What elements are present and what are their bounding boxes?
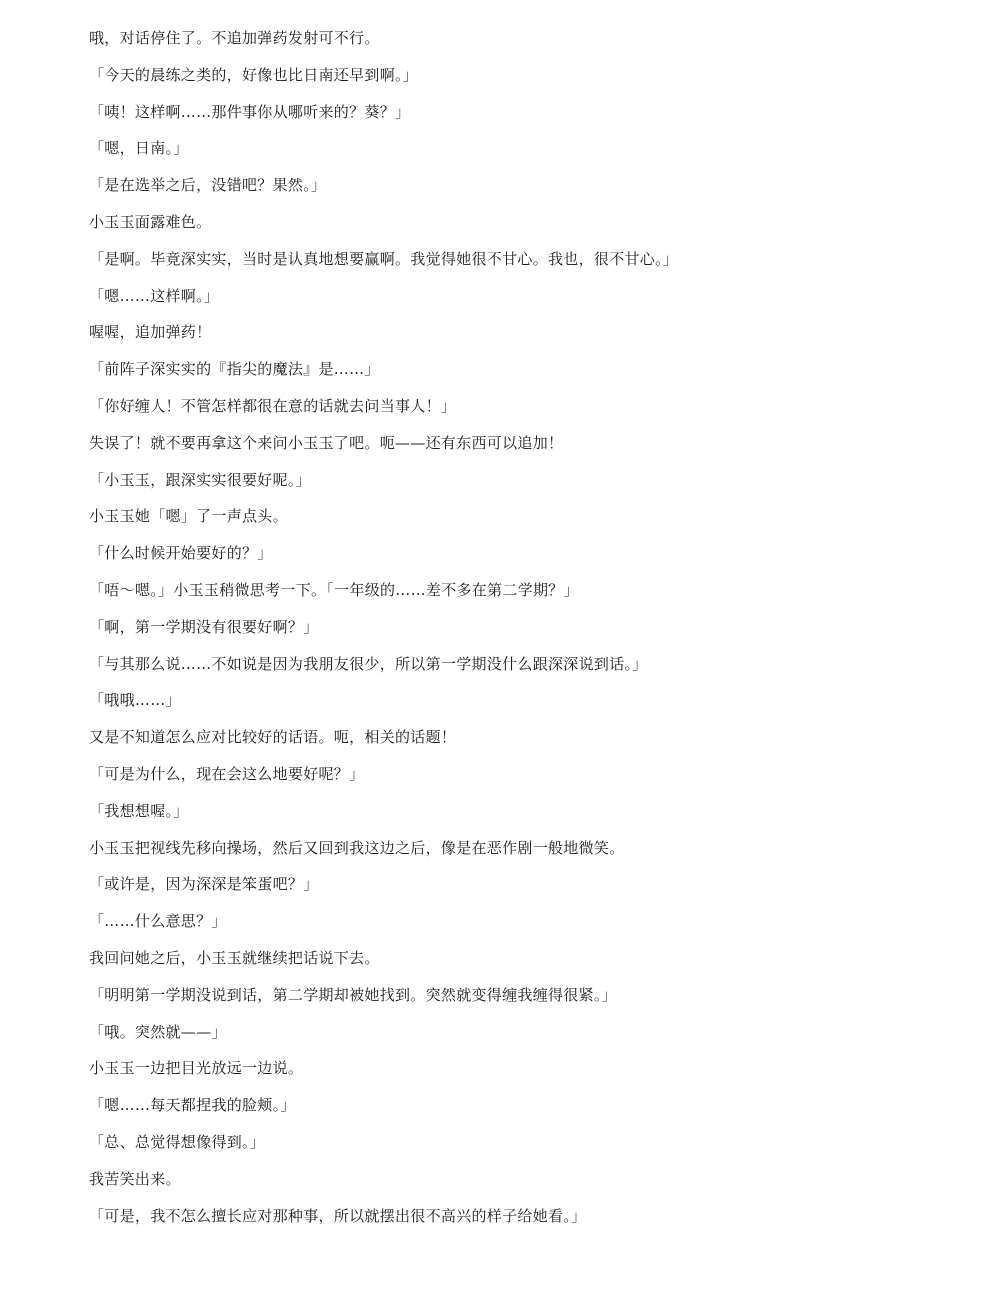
- paragraph: 「今天的晨练之类的，好像也比日南还早到啊。」: [89, 65, 419, 84]
- paragraph: 我回问她之后，小玉玉就继续把话说下去。: [89, 948, 380, 967]
- paragraph: 哦，对话停住了。不追加弹药发射可不行。: [89, 29, 380, 47]
- paragraph: 「是在选举之后，没错吧？果然。」: [89, 176, 327, 195]
- paragraph: 「咦！这样啊……那件事你从哪听来的？葵？」: [89, 102, 411, 121]
- paragraph: 「可是为什么，现在会这么地要好呢？」: [89, 764, 365, 783]
- paragraph: 小玉玉一边把目光放远一边说。: [89, 1059, 304, 1078]
- paragraph: 「或许是，因为深深是笨蛋吧？」: [89, 875, 319, 894]
- paragraph: 「可是，我不怎么擅长应对那种事，所以就摆出很不高兴的样子给她看。」: [89, 1206, 587, 1225]
- paragraph: 「与其那么说……不如说是因为我朋友很少，所以第一学期没什么跟深深说到话。」: [89, 654, 648, 673]
- paragraph: 「我想想喔。」: [89, 801, 189, 820]
- paragraph: 小玉玉她「嗯」了一声点头。: [89, 507, 288, 526]
- paragraph: 失误了！就不要再拿这个来问小玉玉了吧。呃——还有东西可以追加！: [89, 433, 564, 452]
- paragraph: 「嗯……每天都捏我的脸颊。」: [89, 1096, 296, 1115]
- paragraph: 小玉玉面露难色。: [89, 212, 212, 231]
- paragraph: 「……什么意思？」: [89, 912, 227, 931]
- paragraph: 又是不知道怎么应对比较好的话语。呃，相关的话题！: [89, 728, 457, 747]
- paragraph: 「嗯……这样啊。」: [89, 286, 220, 305]
- paragraph: 「明明第一学期没说到话，第二学期却被她找到。突然就变得缠我缠得很紧。」: [89, 985, 618, 1004]
- paragraph: 「啊，第一学期没有很要好啊？」: [89, 617, 319, 636]
- paragraph: 「你好缠人！不管怎样都很在意的话就去问当事人！」: [89, 396, 457, 415]
- paragraph: 「唔～嗯。」小玉玉稍微思考一下。「一年级的……差不多在第二学期？」: [89, 580, 579, 599]
- paragraph: 「是啊。毕竟深实实，当时是认真地想要赢啊。我觉得她很不甘心。我也，很不甘心。」: [89, 249, 679, 268]
- paragraph: 「哦哦……」: [89, 691, 181, 710]
- paragraph: 我苦笑出来。: [89, 1169, 181, 1188]
- paragraph: 「什么时候开始要好的？」: [89, 544, 273, 563]
- paragraph: 「哦。突然就——」: [89, 1022, 227, 1041]
- paragraph: 「小玉玉，跟深实实很要好呢。」: [89, 470, 312, 489]
- paragraph: 喔喔，追加弹药！: [89, 323, 212, 342]
- paragraph: 「总、总觉得想像得到。」: [89, 1132, 266, 1151]
- paragraph: 小玉玉把视线先移向操场，然后又回到我这边之后，像是在恶作剧一般地微笑。: [89, 838, 625, 857]
- paragraph: 「嗯，日南。」: [89, 139, 189, 158]
- paragraph: 「前阵子深实实的『指尖的魔法』是……」: [89, 360, 380, 379]
